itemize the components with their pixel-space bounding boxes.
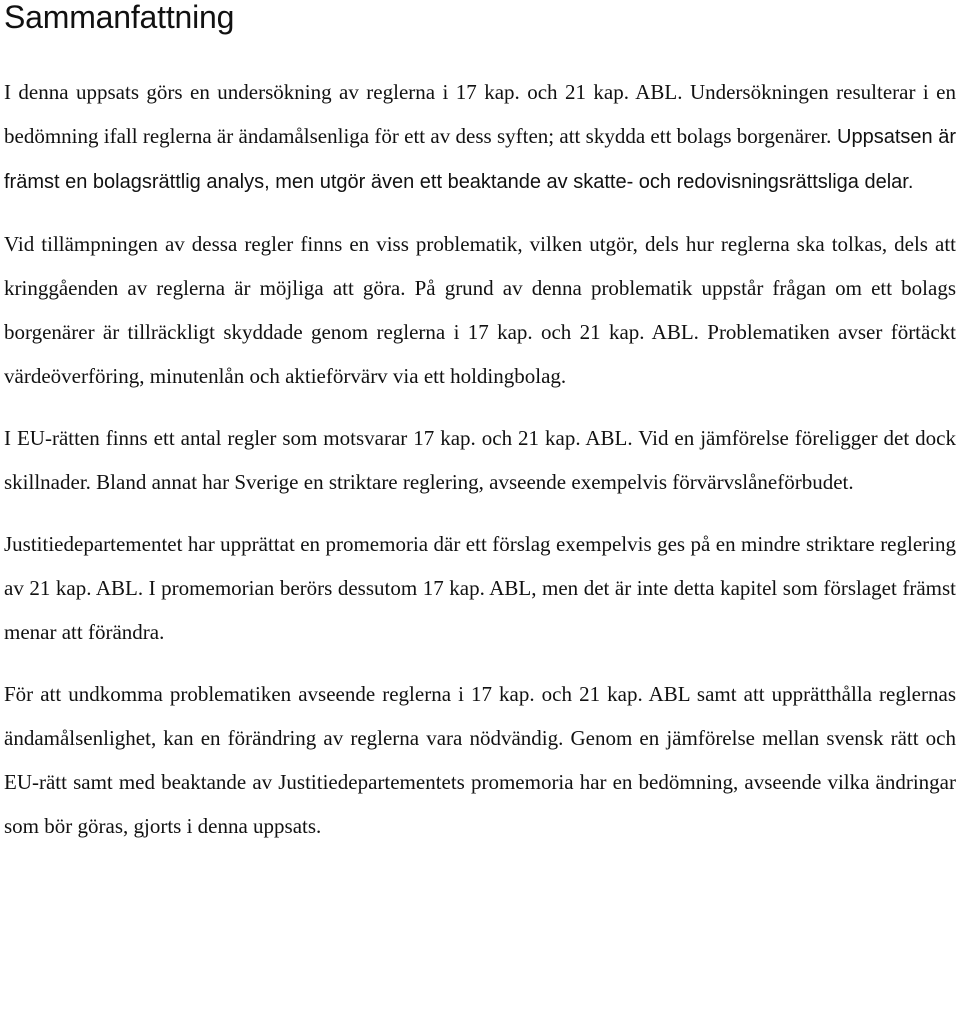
page-title: Sammanfattning [4, 0, 235, 35]
paragraph-1-sans-text: Uppsatsen är främst en bolagsrättlig analys, men utgör även ett beaktande av skatte- och redovisningsrättsliga delar. [4, 126, 956, 193]
paragraph-1-serif-text: I denna uppsats görs en undersökning av reglerna i 17 kap. och 21 kap. ABL. Undersökningen resulterar i en bedömning ifall reglerna är ändamålsenliga för ett av dess syften; att skydda ett bolags borgenärer. [4, 80, 956, 148]
document-page [4, 0, 956, 848]
paragraph-4: Justitiedepartementet har upprättat en promemoria där ett förslag exempelvis ges på en mindre striktare reglering av 21 kap. ABL. I promemorian berörs dessutom 17 kap. ABL, men det är inte detta kapitel som förslaget främst menar att förändra. [4, 532, 956, 644]
paragraph-1 [4, 70, 956, 204]
paragraph-5: För att undkomma problematiken avseende reglerna i 17 kap. och 21 kap. ABL samt att upprätthålla reglernas ändamålsenlighet, kan en förändring av reglerna vara nödvändig. Genom en jämförelse mellan svensk rätt och EU-rätt samt med beaktande av Justitiedepartementets promemoria har en bedömning, avseende vilka ändringar som bör göras, gjorts i denna uppsats. [4, 682, 956, 838]
paragraph-2: Vid tillämpningen av dessa regler finns en viss problematik, vilken utgör, dels hur reglerna ska tolkas, dels att kringgåenden av reglerna är möjliga att göra. På grund av denna problematik uppstår frågan om ett bolags borgenärer är tillräckligt skyddade genom reglerna i 17 kap. och 21 kap. ABL. Problematiken avser förtäckt värdeöverföring, minutenlån och aktieförvärv via ett holdingbolag. [4, 232, 956, 388]
paragraph-3: I EU-rätten finns ett antal regler som motsvarar 17 kap. och 21 kap. ABL. Vid en jämförelse föreligger det dock skillnader. Bland annat har Sverige en striktare reglering, avseende exempelvis förvärvslåneförbudet. [4, 426, 956, 494]
